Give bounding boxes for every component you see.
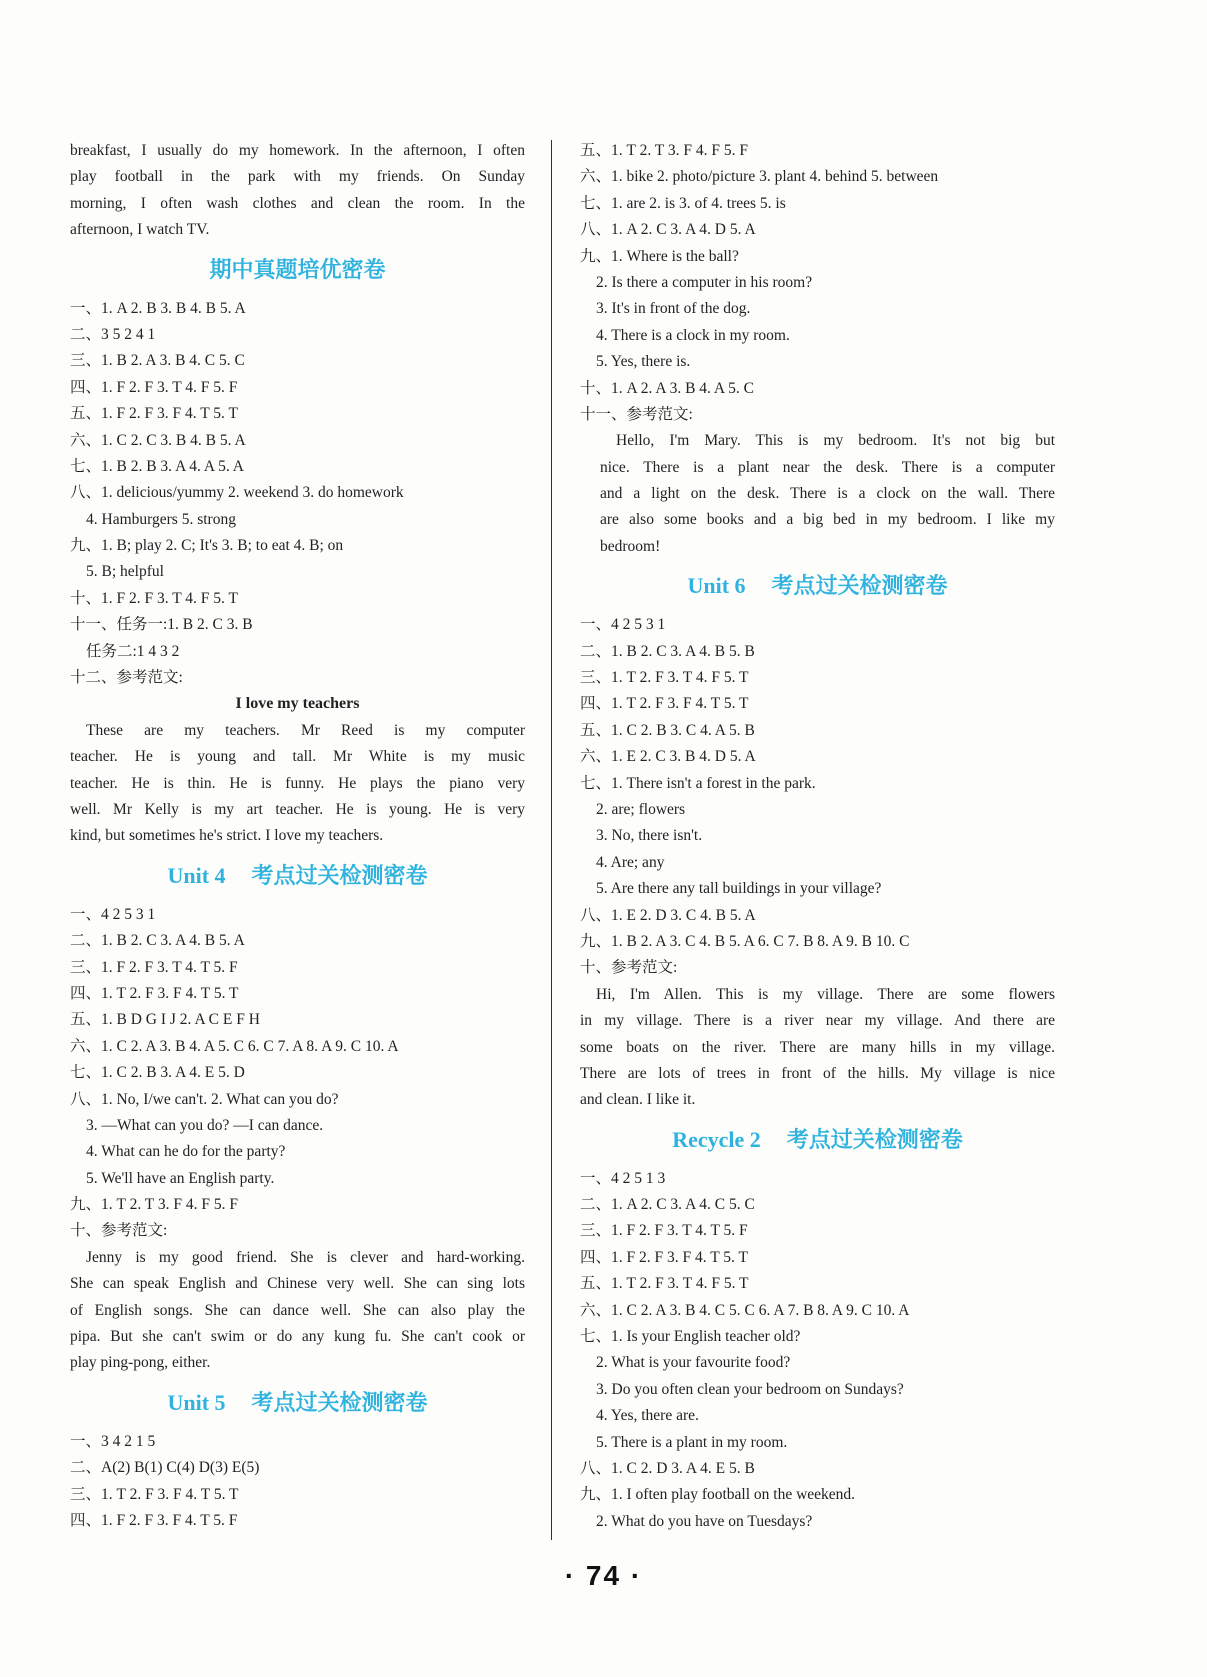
answer-line: 九、1. B 2. A 3. C 4. B 5. A 6. C 7. B 8. A 9. B 10. C [580, 932, 910, 950]
essay-line: She can speak English and Chinese very well. She can sing lots [70, 1275, 525, 1293]
essay-line: bedroom! [600, 537, 661, 555]
essay-line: and a light on the desk. There is a clock on the wall. There [600, 485, 1055, 503]
essay-line: Hi, I'm Allen. This is my village. There are some flowers [596, 985, 1055, 1003]
answer-line: 八、1. E 2. D 3. C 4. B 5. A [580, 906, 756, 924]
answer-line: 5. Yes, there is. [596, 353, 691, 371]
essay-line: There are lots of trees in front of the hills. My village is nice [580, 1064, 1055, 1082]
midterm-answers [70, 296, 525, 850]
column-divider [551, 140, 552, 1540]
answer-line: 二、3 5 2 4 1 [70, 325, 156, 343]
essay-line: well. Mr Kelly is my art teacher. He is young. He is very [70, 800, 525, 818]
answer-line: 七、1. C 2. B 3. A 4. E 5. D [70, 1064, 245, 1082]
answer-line: 六、1. C 2. A 3. B 4. C 5. C 6. A 7. B 8. A 9. C 10. A [580, 1301, 910, 1319]
answer-line: 四、1. F 2. F 3. F 4. T 5. F [70, 1511, 238, 1529]
essay-block [580, 428, 1055, 560]
essay-line: are also some books and a big bed in my bedroom. I like my [600, 511, 1055, 529]
answer-line: 九、1. Where is the ball? [580, 247, 739, 265]
answer-line: 2. are; flowers [596, 800, 686, 818]
answer-line: 六、1. E 2. C 3. B 4. D 5. A [580, 748, 756, 766]
answer-line: 十、参考范文: [70, 1222, 168, 1240]
unit6-answers [580, 612, 1055, 1113]
answer-line: 七、1. B 2. B 3. A 4. A 5. A [70, 457, 244, 475]
right-column [580, 138, 1055, 1535]
answer-line: 一、4 2 5 3 1 [580, 616, 666, 634]
answer-line: 2. Is there a computer in his room? [596, 273, 813, 291]
essay-line: some boats on the river. There are many hills in my village. [580, 1038, 1055, 1056]
section-title-midterm: 期中真题培优密卷 [209, 256, 386, 282]
answer-line: 七、1. are 2. is 3. of 4. trees 5. is [580, 194, 786, 212]
answer-line: 三、1. F 2. F 3. T 4. T 5. F [580, 1222, 748, 1240]
answer-line: 一、1. A 2. B 3. B 4. B 5. A [70, 299, 246, 317]
answer-line: 四、1. F 2. F 3. F 4. T 5. T [580, 1248, 748, 1266]
answer-line: 十二、参考范文: [70, 669, 183, 687]
answer-line: 二、1. B 2. C 3. A 4. B 5. A [70, 932, 245, 950]
essay-line: and clean. I like it. [580, 1091, 696, 1109]
answer-line: 十一、任务一:1. B 2. C 3. B [70, 616, 253, 634]
answer-line: 八、1. No, I/we can't. 2. What can you do? [70, 1090, 339, 1108]
essay-title: I love my teachers [235, 695, 360, 713]
answer-line: 七、1. There isn't a forest in the park. [580, 774, 816, 792]
answer-line: 十、参考范文: [580, 959, 678, 977]
section-title-unit: Recycle 2 [672, 1126, 761, 1152]
text-line: morning, I often wash clothes and clean the room. In the [70, 194, 525, 212]
answer-line: 十、1. F 2. F 3. T 4. F 5. T [70, 589, 238, 607]
answer-line: 五、1. B D G I J 2. A C E F H [70, 1011, 260, 1029]
answer-line: 5. B; helpful [86, 563, 164, 581]
answer-line: 三、1. F 2. F 3. T 4. T 5. F [70, 958, 238, 976]
essay-line: teacher. He is thin. He is funny. He plays the piano very [70, 774, 525, 792]
answer-line: 十一、参考范文: [580, 405, 693, 423]
essay-line: of English songs. She can dance well. She can also play the [70, 1301, 525, 1319]
answer-line: 任务二:1 4 3 2 [86, 642, 180, 660]
answer-line: 二、1. B 2. C 3. A 4. B 5. B [580, 642, 755, 660]
section-title-unit: Unit 6 [687, 573, 746, 599]
answer-line: 四、1. F 2. F 3. T 4. F 5. F [70, 378, 238, 396]
section-title-unit5 [70, 1377, 525, 1429]
answer-line: 5. There is a plant in my room. [596, 1433, 788, 1451]
text-line: afternoon, I watch TV. [70, 221, 210, 239]
answer-line: 一、3 4 2 1 5 [70, 1432, 156, 1450]
answer-line: 四、1. T 2. F 3. F 4. T 5. T [580, 695, 749, 713]
answer-line: 4. Yes, there are. [596, 1407, 699, 1425]
answer-line: 5. We'll have an English party. [86, 1169, 275, 1187]
section-title-unit: Unit 5 [167, 1389, 226, 1415]
page-number: · 74 · [564, 1560, 643, 1591]
answer-line: 六、1. bike 2. photo/picture 3. plant 4. behind 5. between [580, 168, 939, 186]
answer-line: 九、1. T 2. T 3. F 4. F 5. F [70, 1196, 238, 1214]
unit5-answers-continued [580, 138, 1055, 560]
essay-line: These are my teachers. Mr Reed is my computer [86, 721, 525, 739]
answer-line: 六、1. C 2. C 3. B 4. B 5. A [70, 431, 246, 449]
essay-line: Jenny is my good friend. She is clever and hard-working. [86, 1248, 525, 1266]
answer-line: 4. There is a clock in my room. [596, 326, 790, 344]
essay-line: kind, but sometimes he's strict. I love my teachers. [70, 827, 384, 845]
essay-line: in my village. There is a river near my village. And there are [580, 1012, 1055, 1030]
text-line: play football in the park with my friends. On Sunday [70, 168, 525, 186]
answer-line: 九、1. I often play football on the weekend. [580, 1486, 856, 1504]
section-title-unit: Unit 4 [167, 862, 226, 888]
answer-line: 2. What is your favourite food? [596, 1354, 791, 1372]
essay-line: pipa. But she can't swim or do any kung fu. She can't cook or [70, 1328, 525, 1346]
essay-line: play ping-pong, either. [70, 1354, 211, 1372]
essay-line: Hello, I'm Mary. This is my bedroom. It's not big but [616, 432, 1055, 450]
answer-line: 5. Are there any tall buildings in your village? [596, 880, 882, 898]
answer-line: 一、4 2 5 3 1 [70, 905, 156, 923]
answer-line: 3. —What can you do? —I can dance. [86, 1116, 324, 1134]
answer-line: 五、1. T 2. F 3. T 4. F 5. T [580, 1275, 749, 1293]
answer-line: 二、1. A 2. C 3. A 4. C 5. C [580, 1196, 755, 1214]
answer-line: 二、A(2) B(1) C(4) D(3) E(5) [70, 1459, 260, 1477]
answer-line: 3. No, there isn't. [596, 827, 703, 845]
section-title-text: 考点过关检测密卷 [251, 1389, 428, 1415]
answer-line: 4. Are; any [596, 853, 665, 871]
section-title-unit4 [70, 850, 525, 902]
answer-line: 三、1. T 2. F 3. F 4. T 5. T [70, 1485, 239, 1503]
unit5-answers [70, 1429, 525, 1535]
answer-line: 五、1. C 2. B 3. C 4. A 5. B [580, 721, 755, 739]
section-title-unit6 [580, 560, 1055, 612]
section-title-text: 考点过关检测密卷 [251, 862, 428, 888]
answer-line: 四、1. T 2. F 3. F 4. T 5. T [70, 984, 239, 1002]
text-line: breakfast, I usually do my homework. In the afternoon, I often [70, 142, 525, 159]
answer-line: 八、1. C 2. D 3. A 4. E 5. B [580, 1459, 755, 1477]
answer-line: 九、1. B; play 2. C; It's 3. B; to eat 4. B; on [70, 537, 344, 555]
answer-line: 五、1. F 2. F 3. F 4. T 5. T [70, 405, 238, 423]
answer-line: 三、1. T 2. F 3. T 4. F 5. T [580, 669, 749, 687]
answer-line: 3. It's in front of the dog. [596, 300, 751, 318]
answer-line: 八、1. A 2. C 3. A 4. D 5. A [580, 221, 756, 239]
answer-line: 3. Do you often clean your bedroom on Sundays? [596, 1380, 904, 1398]
section-title-recycle2 [580, 1114, 1055, 1166]
answer-line: 4. What can he do for the party? [86, 1143, 286, 1161]
answer-line: 4. Hamburgers 5. strong [86, 510, 236, 528]
recycle2-answers [580, 1166, 1055, 1535]
answer-line: 2. What do you have on Tuesdays? [596, 1512, 813, 1530]
answer-line: 一、4 2 5 1 3 [580, 1169, 666, 1187]
essay-line: teacher. He is young and tall. Mr White is my music [70, 748, 525, 766]
answer-line: 五、1. T 2. T 3. F 4. F 5. F [580, 142, 748, 159]
section-title-text: 考点过关检测密卷 [786, 1126, 963, 1152]
essay-line: nice. There is a plant near the desk. There is a computer [600, 458, 1055, 476]
answer-line: 六、1. C 2. A 3. B 4. A 5. C 6. C 7. A 8. A 9. C 10. A [70, 1037, 399, 1055]
unit4-answers [70, 902, 525, 1377]
answer-line: 八、1. delicious/yummy 2. weekend 3. do homework [70, 484, 404, 502]
answer-line: 十、1. A 2. A 3. B 4. A 5. C [580, 379, 754, 397]
answer-line: 七、1. Is your English teacher old? [580, 1328, 801, 1346]
left-column [70, 138, 525, 1534]
section-title-text: 考点过关检测密卷 [771, 573, 948, 599]
intro-essay-end [70, 138, 525, 244]
answer-line: 三、1. B 2. A 3. B 4. C 5. C [70, 352, 245, 370]
